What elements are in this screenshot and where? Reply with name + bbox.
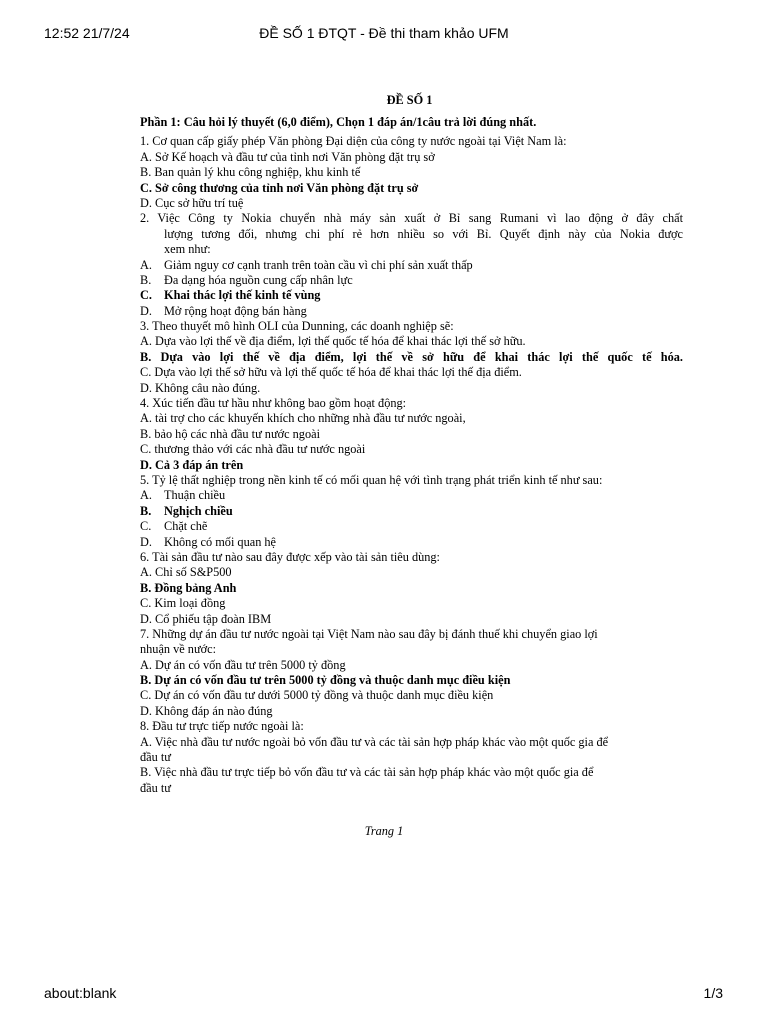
question-2-line-2: lượng tương đối, nhưng chi phí rẻ hơn nhiều so với Bỉ. Quyết định này của Nokia được [164,226,683,241]
q2-option-d [140,304,683,319]
q8-option-a-line-1: A. Việc nhà đầu tư nước ngoài bỏ vốn đầu tư và các tài sản hợp pháp khác vào một quốc gia để [140,734,609,749]
option-letter: B. [140,503,152,518]
q8-option-b-line-1: B. Việc nhà đầu tư trực tiếp bỏ vốn đầu tư và các tài sản hợp pháp khác vào một quốc gia để [140,765,594,780]
option-letter: C. [140,288,152,303]
option-text: Chặt chẽ [164,519,208,534]
part-heading: Phần 1: Câu hỏi lý thuyết (6,0 điểm), Chọn 1 đáp án/1câu trả lời đúng nhất. [140,115,537,129]
option-text: Mở rộng hoạt động bán hàng [164,303,307,318]
q8-option-a-line-2: đầu tư [140,750,171,765]
option-letter: D. [140,534,152,549]
q3-option-c: C. Dựa vào lợi thế sở hữu và lợi thế quốc tế hóa để khai thác lợi thế địa điểm. [140,365,522,380]
option-letter: A. [140,488,152,503]
q6-option-d: D. Cổ phiếu tập đoàn IBM [140,611,272,626]
option-text: Khai thác lợi thế kinh tế vùng [164,288,321,303]
option-text: Giảm nguy cơ cạnh tranh trên toàn cầu vì chi phí sản xuất thấp [164,257,473,272]
q1-option-d: D. Cục sở hữu trí tuệ [140,195,244,210]
option-text: Nghịch chiều [164,503,233,518]
question-2-line-3: xem như: [164,242,211,257]
question-7-line-1: 7. Những dự án đầu tư nước ngoài tại Việt Nam nào sau đây bị đánh thuế khi chuyển giao lợi [140,626,598,641]
question-4: 4. Xúc tiến đầu tư hầu như không bao gồm hoạt động: [140,396,407,411]
print-page-counter: 1/3 [703,985,723,1001]
q2-option-b [140,273,683,288]
q1-option-a: A. Sở Kế hoạch và đầu tư của tỉnh nơi Văn phòng đặt trụ sở [140,149,435,164]
print-page-title: ĐỀ SỐ 1 ĐTQT - Đề thi tham khảo UFM [259,25,509,41]
q5-option-d [140,535,683,550]
question-8: 8. Đầu tư trực tiếp nước ngoài là: [140,719,304,734]
question-1: 1. Cơ quan cấp giấy phép Văn phòng Đại diện của công ty nước ngoài tại Việt Nam là: [140,134,567,149]
q7-option-a: A. Dự án có vốn đầu tư trên 5000 tỷ đồng [140,657,346,672]
option-text: Đa dạng hóa nguồn cung cấp nhân lực [164,272,353,287]
page-number-label: Trang 1 [364,824,404,838]
q6-option-b-answer: B. Đồng bảng Anh [140,580,237,595]
q5-option-c [140,519,683,534]
option-text: Thuận chiều [164,488,226,503]
option-letter: D. [140,303,152,318]
exam-title: ĐỀ SỐ 1 [386,93,433,107]
q3-option-d: D. Không câu nào đúng. [140,380,261,395]
q6-option-a: A. Chỉ số S&P500 [140,565,232,580]
question-3: 3. Theo thuyết mô hình OLI của Dunning, các doanh nghiệp sẽ: [140,319,454,334]
question-5: 5. Tỷ lệ thất nghiệp trong nền kinh tế có mối quan hệ với tình trạng phát triển kinh tế như sau: [140,473,603,487]
q4-option-c: C. thương thảo với các nhà đầu tư nước ngoài [140,442,366,457]
option-letter: B. [140,272,152,287]
question-2-line-1: 2. Việc Công ty Nokia chuyển nhà máy sản xuất ở Bỉ sang Rumani vì lao động ở đây chất [140,211,683,226]
q6-option-c: C. Kim loại đồng [140,596,226,611]
option-letter: C. [140,519,152,534]
q7-option-b-answer: B. Dự án có vốn đầu tư trên 5000 tỷ đồng và thuộc danh mục điều kiện [140,673,511,688]
q4-option-b: B. bảo hộ các nhà đầu tư nước ngoài [140,426,320,441]
q7-option-d: D. Không đáp án nào đúng [140,703,273,718]
q4-option-a: A. tài trợ cho các khuyến khích cho những nhà đầu tư nước ngoài, [140,411,466,426]
q5-option-a [140,488,683,503]
q3-option-a: A. Dựa vào lợi thế về địa điểm, lợi thế quốc tế hóa để khai thác lợi thế sở hữu. [140,334,526,349]
option-letter: A. [140,257,152,272]
q8-option-b-line-2: đầu tư [140,780,171,795]
q4-option-d-answer: D. Cả 3 đáp án trên [140,457,244,472]
question-6: 6. Tài sản đầu tư nào sau đây được xếp vào tài sản tiêu dùng: [140,549,440,564]
q2-option-a [140,258,683,273]
q1-option-c-answer: C. Sở công thương của tỉnh nơi Văn phòng đặt trụ sở [140,180,419,195]
q7-option-c: C. Dự án có vốn đầu tư dưới 5000 tỷ đồng và thuộc danh mục điều kiện [140,688,494,703]
print-url: about:blank [44,985,117,1001]
print-datetime: 12:52 21/7/24 [44,25,130,41]
q3-option-b-answer: B. Dựa vào lợi thế về địa điểm, lợi thế về sở hữu để khai thác lợi thế quốc tế hóa. [140,349,683,364]
q1-option-b: B. Ban quản lý khu công nghiệp, khu kinh tế [140,165,361,180]
exam-document [140,93,683,796]
q5-option-b-answer [140,504,683,519]
question-7-line-2: nhuận về nước: [140,642,216,657]
q2-option-c-answer [140,288,683,303]
option-text: Không có mối quan hệ [164,534,277,549]
